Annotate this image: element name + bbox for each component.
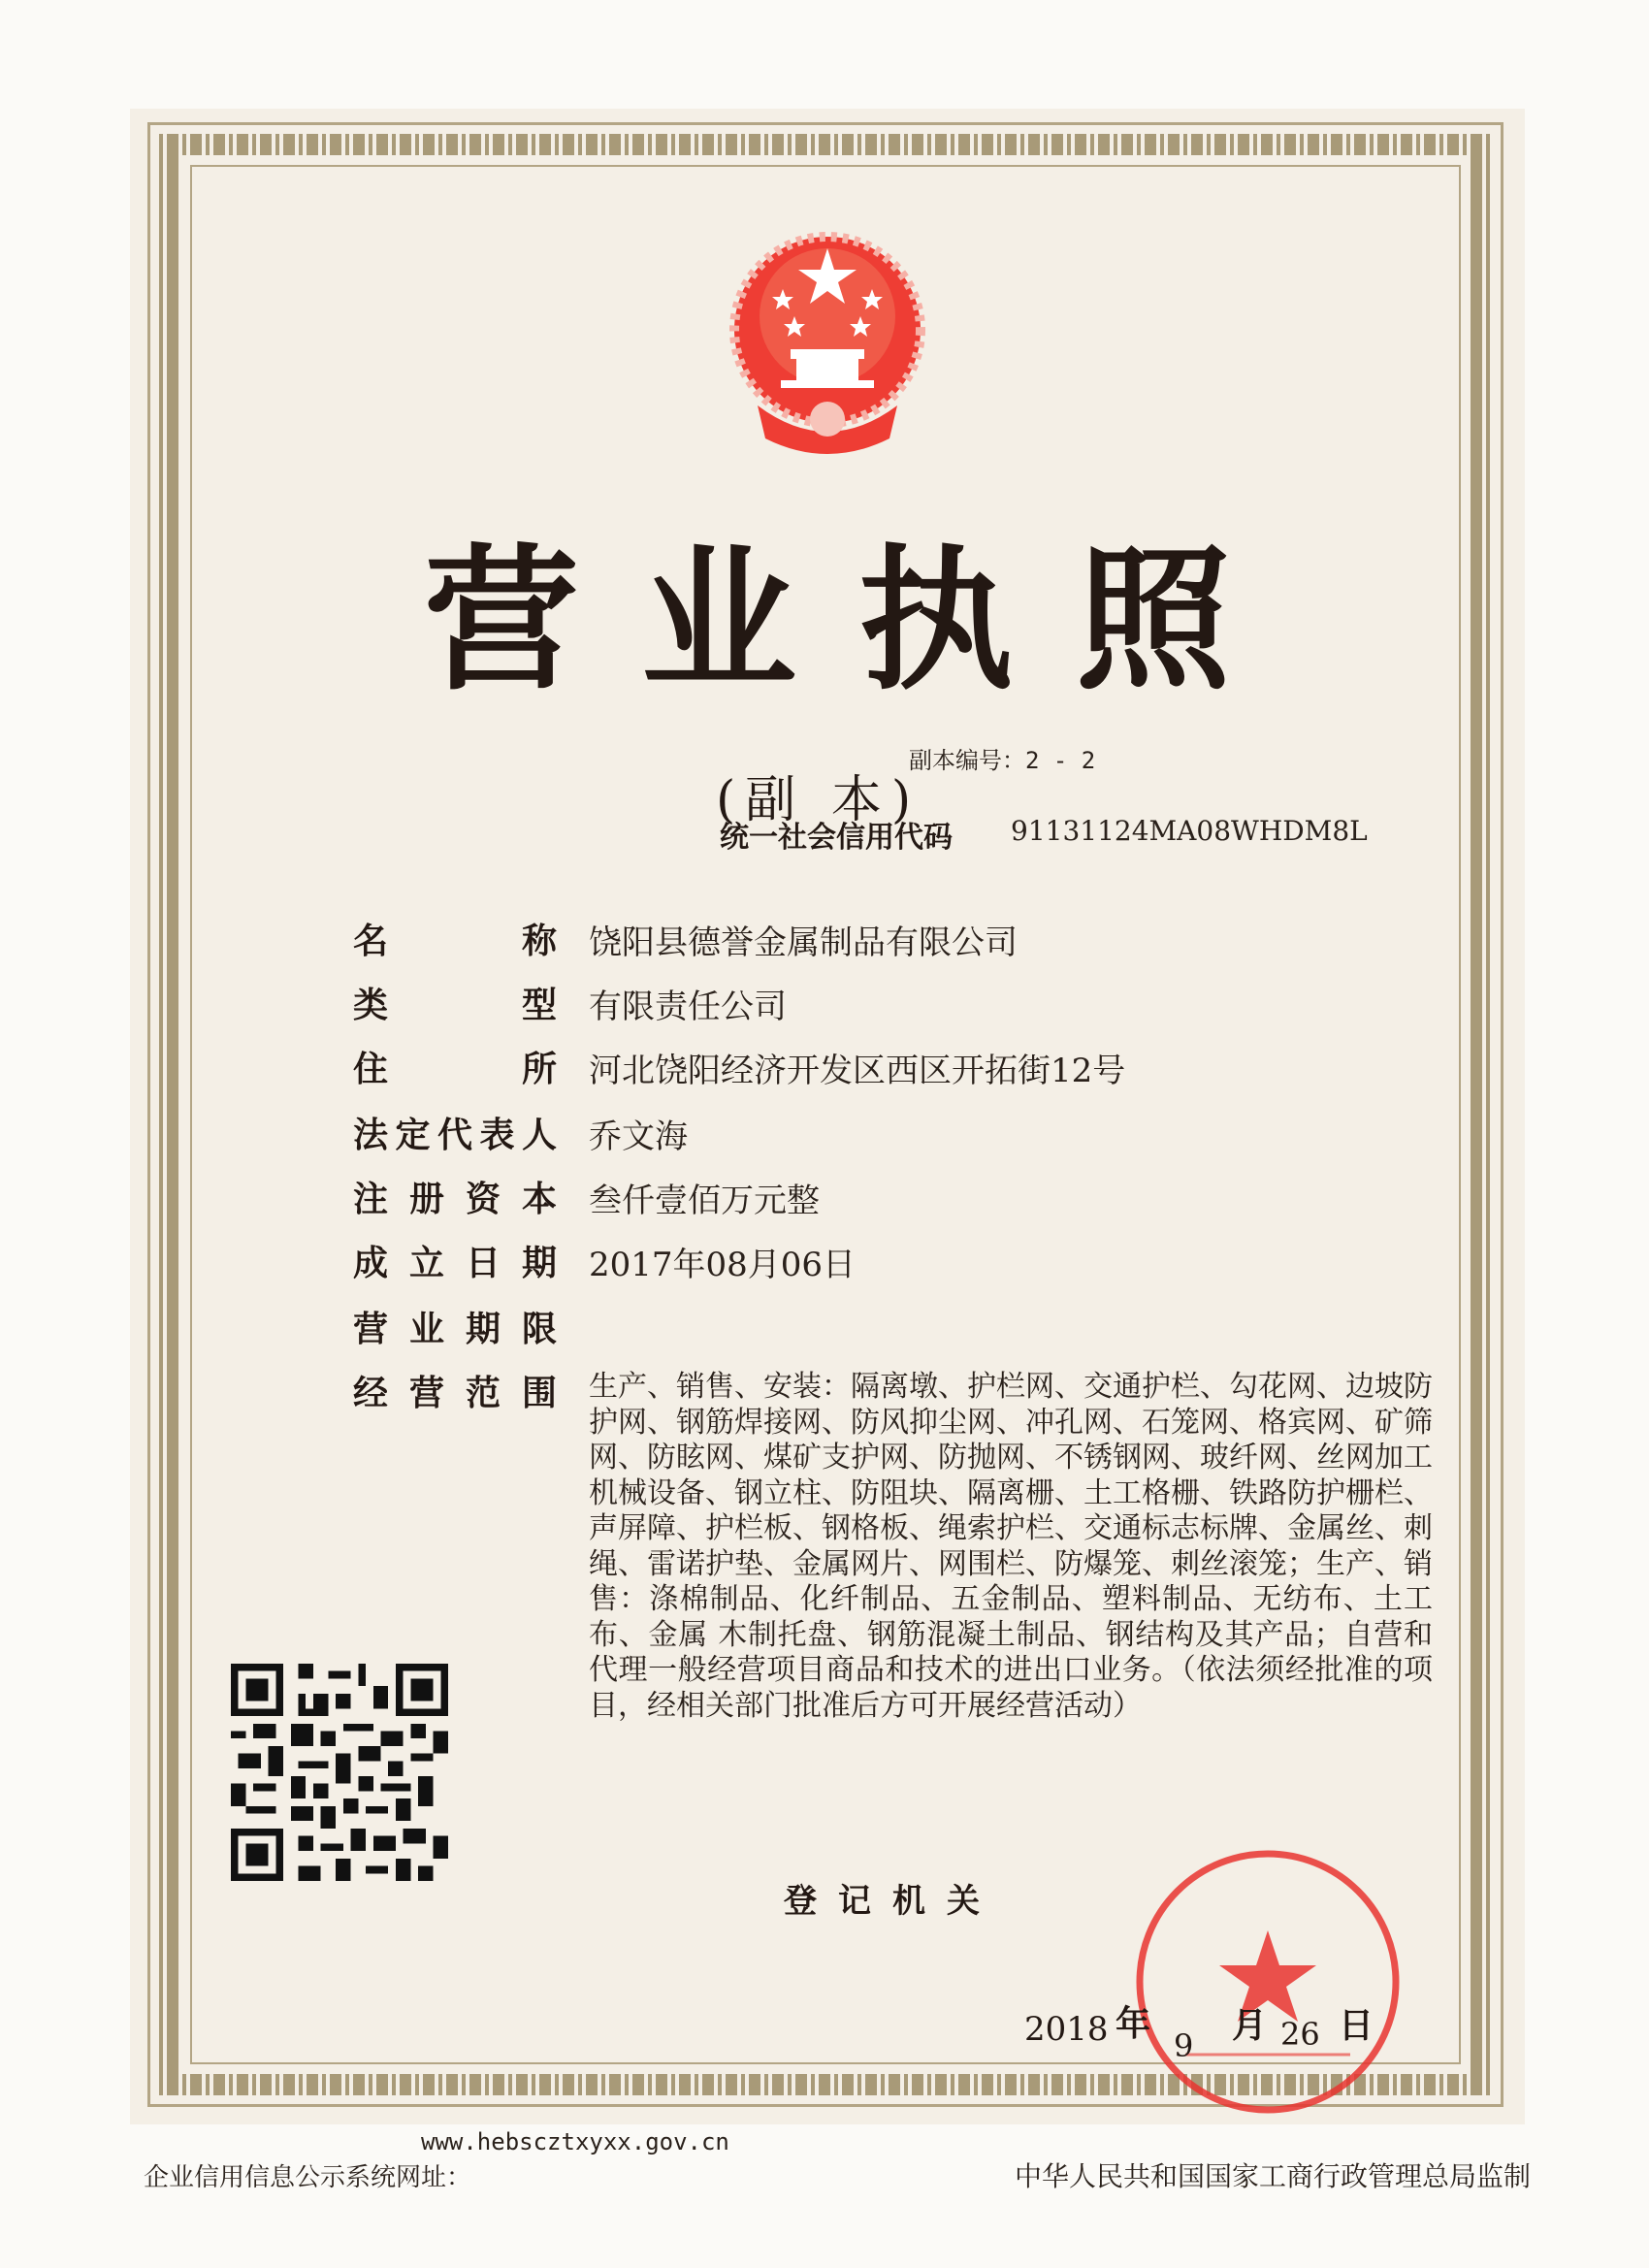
field-label: 住 所: [353, 1050, 557, 1089]
official-seal-icon: [1127, 1841, 1408, 2122]
issue-date-day-char: 日: [1339, 2006, 1374, 2046]
national-emblem-icon: [699, 215, 955, 471]
copy-subtitle: (副 本): [716, 771, 922, 829]
field-label: 营 业 期 限: [353, 1310, 557, 1349]
field-row-address: [353, 1042, 1420, 1100]
qr-code-icon: [231, 1664, 448, 1881]
field-row-term: [353, 1302, 1420, 1360]
field-row-capital: [353, 1172, 1420, 1230]
footer-right-text: 中华人民共和国国家工商行政管理总局监制: [1015, 2160, 1532, 2192]
business-license: [130, 109, 1525, 2124]
field-row-legal-rep: [353, 1108, 1420, 1166]
field-value: 有限责任公司: [589, 988, 787, 1026]
field-row-type: [353, 978, 1420, 1036]
registration-authority-label: 登记机关: [784, 1882, 1001, 1921]
field-value: 乔文海: [589, 1118, 688, 1156]
issue-date-day: 26: [1280, 2016, 1320, 2053]
field-label: 名 称: [353, 922, 557, 961]
issue-date-month-char: 月: [1232, 2006, 1268, 2046]
field-value: 饶阳县德誉金属制品有限公司: [589, 923, 1018, 962]
field-label: 类 型: [353, 986, 557, 1025]
field-label: 法 定 代 表 人: [353, 1116, 557, 1155]
field-value: 叁仟壹佰万元整: [589, 1182, 820, 1220]
copy-number: 副本编号：2 - 2: [909, 747, 1096, 774]
credit-code-label: 统一社会信用代码: [720, 821, 953, 855]
field-label: 经 营 范 围: [353, 1374, 557, 1413]
field-label: 成 立 日 期: [353, 1244, 557, 1283]
field-row-name: [353, 914, 1420, 972]
page-title: 营业执照: [423, 530, 1293, 711]
footer-left-text: 企业信用信息公示系统网址：: [144, 2163, 472, 2192]
business-scope-text: 生产、销售、安装：隔离墩、护栏网、交通护栏、勾花网、边坡防护网、钢筋焊接网、防风抑尘网、冲孔网、石笼网、格宾网、矿筛网、防眩网、煤矿支护网、防抛网、不锈钢网、玻纤网、丝网加工机械设备、钢立柱、防阻块、隔离栅、土工格栅、铁路防护栅栏、声屏障、护栏板、钢格板、绳索护栏、交通标志标牌、金属丝、刺绳、雷诺护垫、金属网片、网围栏、防爆笼、刺丝滚笼；生产、销售：涤棉制品、化纤制品、五金制品、塑料制品、无纺布、土工布、金属 木制托盘、钢筋混凝土制品、钢结构及其产品；自营和代理一般经营项目商品和技术的进出口业务。（依法须经批准的项目，经相关部门批准后方可开展经营活动）: [589, 1370, 1433, 1723]
issue-date-year-char: 年: [1116, 2004, 1151, 2044]
issue-date-month: 9: [1174, 2027, 1194, 2064]
field-row-established: [353, 1236, 1420, 1294]
issue-date-year: 2018: [1024, 2010, 1109, 2049]
field-value: 2017年08月06日: [589, 1246, 857, 1284]
field-label: 注 册 资 本: [353, 1180, 557, 1219]
field-value: 河北饶阳经济开发区西区开拓街12号: [589, 1052, 1126, 1090]
footer-url: www.hebscztxyxx.gov.cn: [421, 2128, 729, 2155]
credit-code-value: 91131124MA08WHDM8L: [1011, 815, 1368, 847]
